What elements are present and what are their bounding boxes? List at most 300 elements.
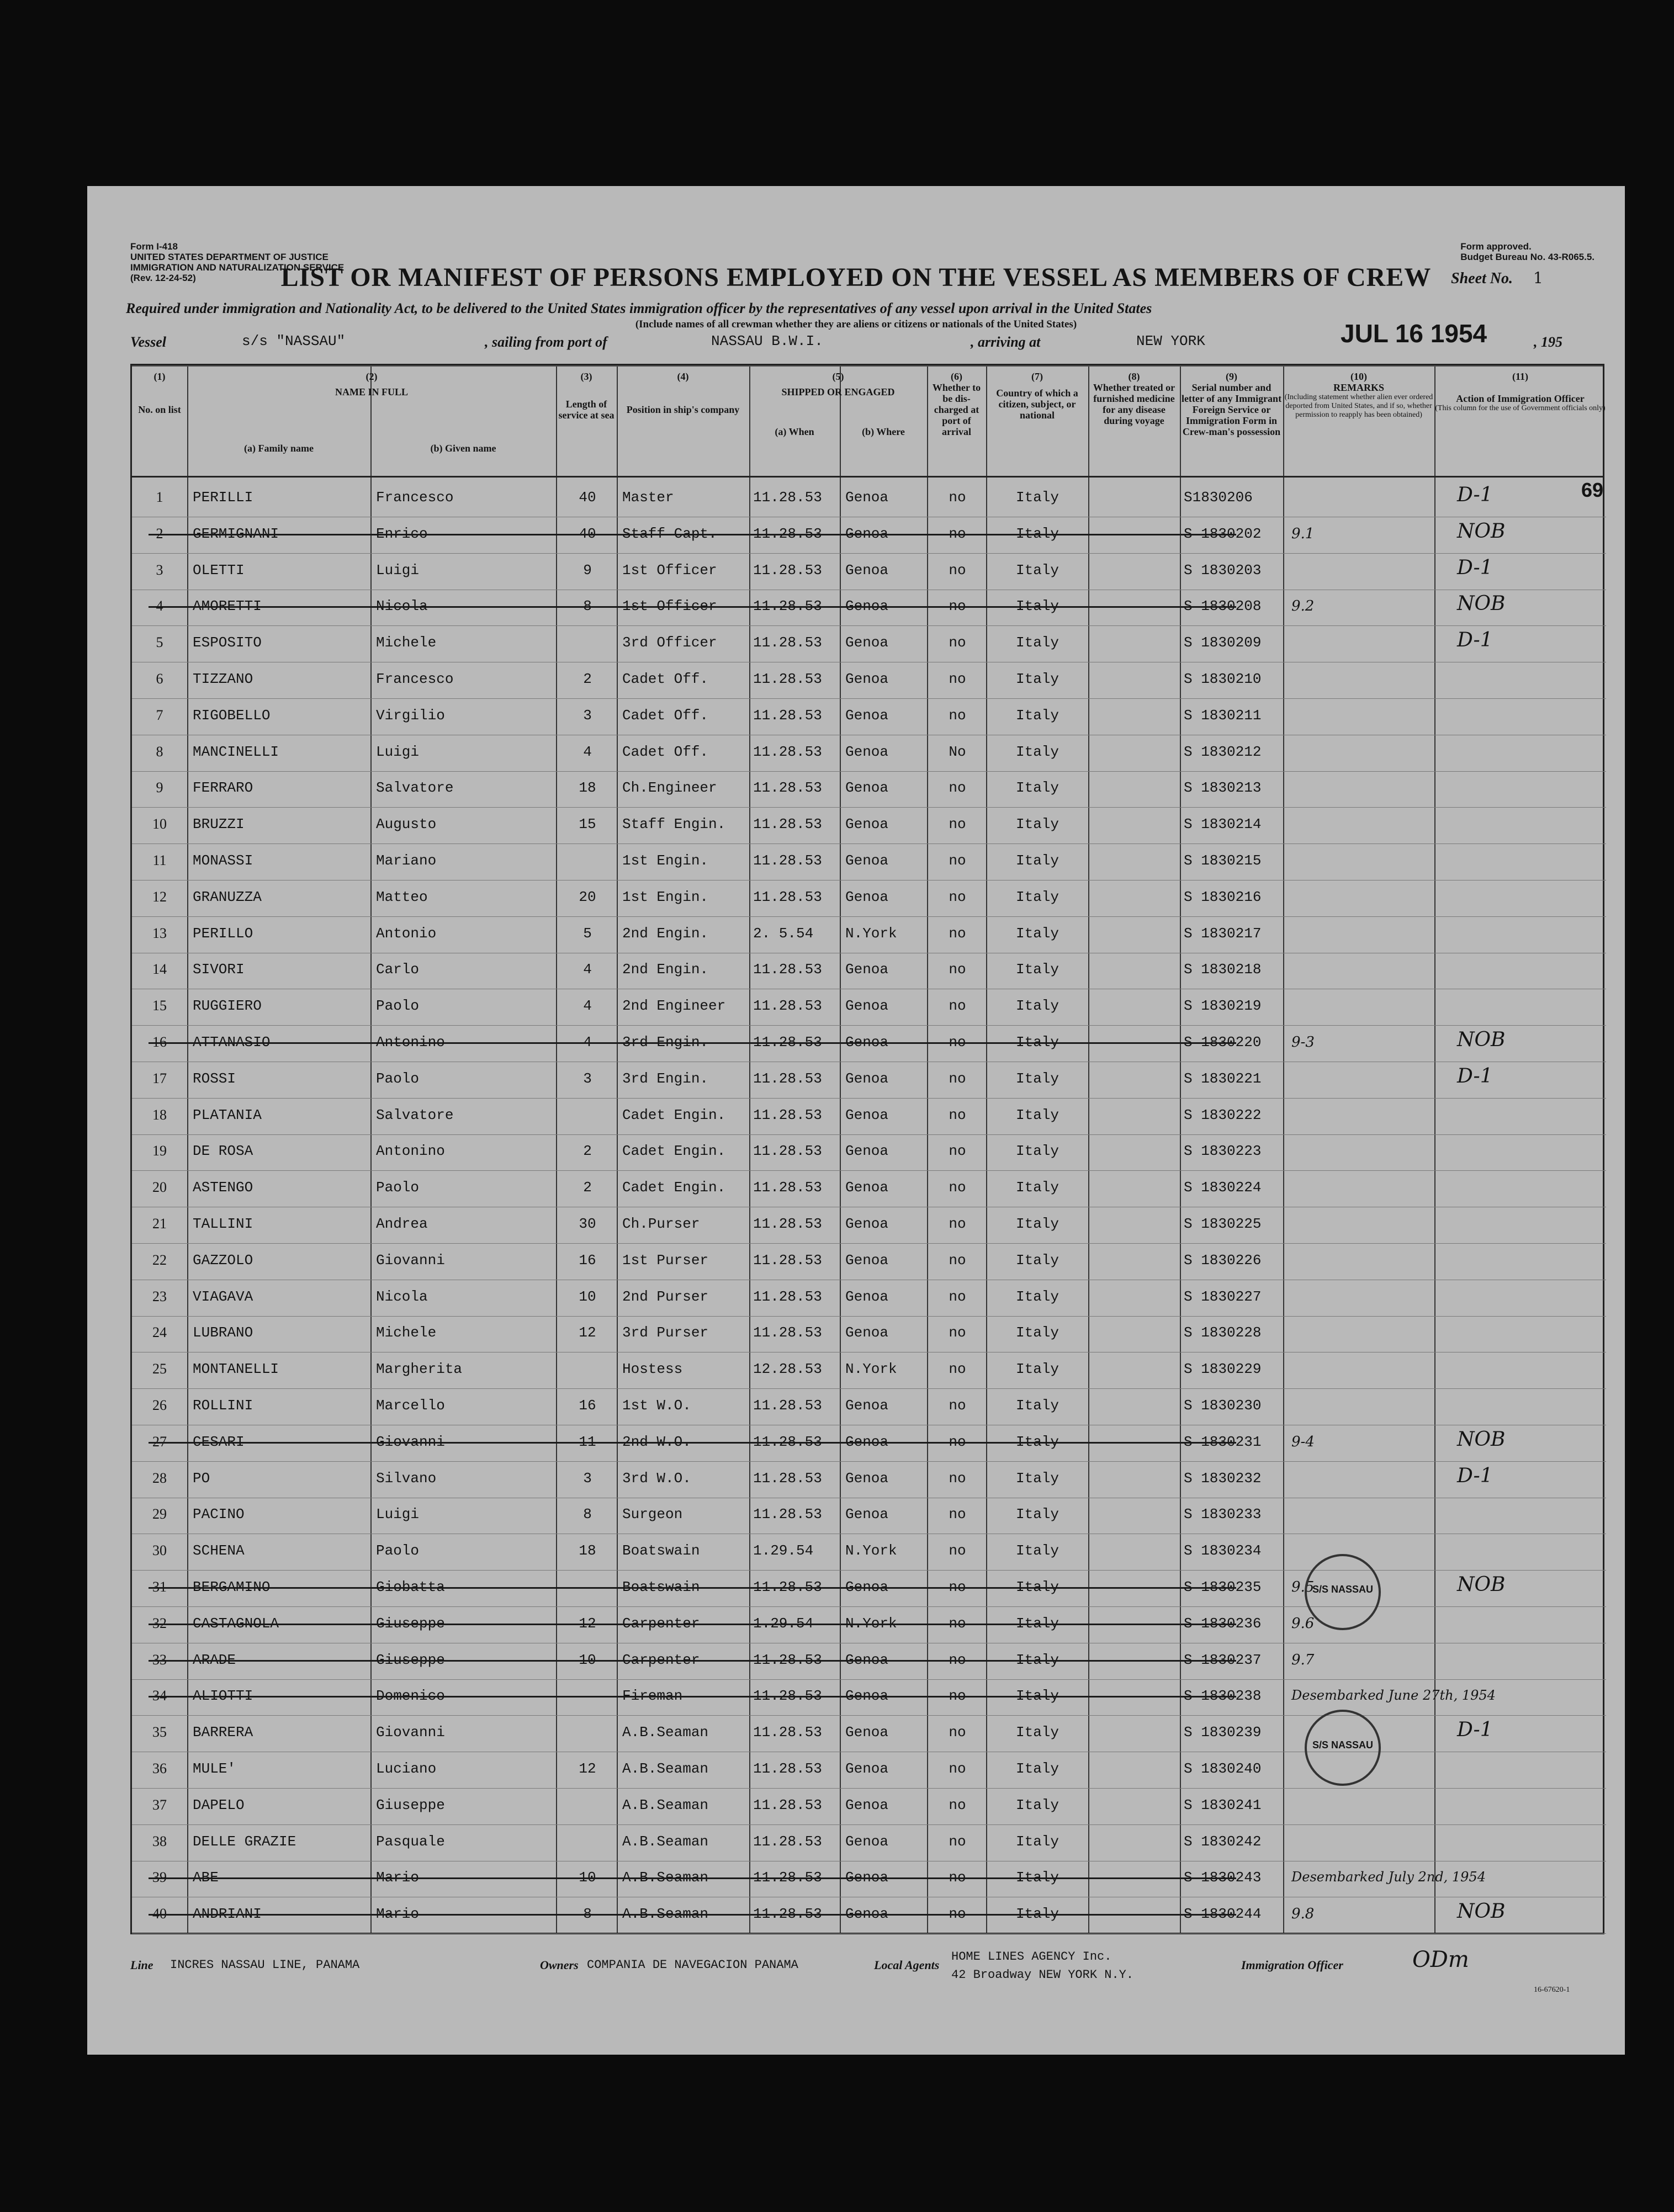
cell-serial: S 1830214	[1184, 816, 1262, 833]
cell-when: 11.28.53	[753, 1288, 822, 1305]
cell-where: Genoa	[845, 598, 889, 615]
cell-serial: S 1830231	[1184, 1433, 1262, 1450]
col11-title: Action of Immigration Officer	[1456, 393, 1585, 404]
cell-country: Italy	[1015, 1034, 1059, 1051]
cell-serial: S 1830224	[1184, 1179, 1262, 1196]
cell-given: Nicola	[376, 1288, 428, 1305]
cell-discharged: no	[949, 1906, 966, 1923]
cell-where: Genoa	[845, 1433, 889, 1450]
cell-where: Genoa	[845, 1470, 889, 1487]
strike-line	[149, 534, 1236, 535]
cell-discharged: no	[949, 779, 966, 797]
cell-discharged: no	[949, 1869, 966, 1886]
strike-line	[149, 1442, 1236, 1444]
col5-header	[749, 371, 927, 397]
col9-header	[1180, 371, 1283, 437]
cell-service: 4	[583, 961, 592, 978]
cell-family: ESPOSITO	[193, 634, 262, 651]
cell-no: 38	[152, 1833, 167, 1849]
cell-no: 40	[152, 1906, 167, 1922]
cell-country: Italy	[1015, 1688, 1059, 1705]
col11-subtitle: (This column for the use of Government officials only)	[1435, 404, 1606, 412]
cell-serial: S 1830234	[1184, 1542, 1262, 1559]
manifest-sheet	[87, 186, 1625, 2055]
cell-where: Genoa	[845, 1869, 889, 1886]
cell-family: MULE'	[193, 1760, 236, 1777]
cell-family: SCHENA	[193, 1542, 245, 1559]
cell-no: 8	[156, 743, 163, 760]
table-row	[132, 1353, 1606, 1386]
cell-where: Genoa	[845, 1106, 889, 1123]
cell-action: NOB	[1457, 1028, 1506, 1051]
cell-discharged: no	[949, 1506, 966, 1523]
cell-no: 25	[152, 1361, 167, 1377]
cell-discharged: no	[949, 634, 966, 651]
cell-position: Hostess	[622, 1361, 683, 1378]
cell-when: 11.28.53	[753, 1688, 822, 1705]
cell-given: Antonino	[376, 1034, 445, 1051]
cell-country: Italy	[1015, 1216, 1059, 1232]
cell-country: Italy	[1015, 1579, 1059, 1595]
cell-serial: S 1830217	[1184, 925, 1262, 942]
cell-discharged: no	[949, 671, 966, 687]
cell-discharged: no	[949, 1615, 966, 1632]
cell-service: 8	[583, 598, 592, 615]
cell-service: 10	[579, 1288, 596, 1305]
cell-no: 17	[152, 1070, 167, 1086]
cell-serial: S 1830241	[1184, 1796, 1262, 1813]
cell-no: 29	[152, 1506, 167, 1523]
cell-when: 11.28.53	[753, 1179, 822, 1196]
cell-no: 36	[152, 1760, 167, 1776]
cell-country: Italy	[1015, 707, 1059, 724]
cell-family: AMORETTI	[193, 598, 262, 615]
cell-given: Paolo	[376, 998, 420, 1015]
cell-family: GRANUZZA	[193, 888, 262, 905]
cell-country: Italy	[1015, 1433, 1059, 1450]
year-label: , 195	[1534, 334, 1562, 350]
cell-country: Italy	[1015, 525, 1059, 542]
cell-family: MONTANELLI	[193, 1361, 279, 1378]
table-row	[132, 990, 1606, 1023]
cell-no: 6	[156, 671, 163, 687]
cell-country: Italy	[1015, 1361, 1059, 1378]
cell-when: 11.28.53	[753, 998, 822, 1015]
table-row	[132, 554, 1606, 587]
cell-given: Salvatore	[376, 779, 454, 797]
cell-serial: S 1830237	[1184, 1651, 1262, 1668]
cell-where: Genoa	[845, 998, 889, 1015]
cell-action: NOB	[1457, 1900, 1506, 1923]
col6-number: (6)	[951, 371, 962, 382]
cell-given: Mario	[376, 1906, 420, 1923]
officer-label: Immigration Officer	[1241, 1958, 1343, 1972]
cell-when: 1.29.54	[753, 1615, 814, 1632]
cell-when: 11.28.53	[753, 1143, 822, 1160]
col1-header	[132, 371, 187, 415]
cell-country: Italy	[1015, 1251, 1059, 1269]
table-row	[132, 1317, 1606, 1350]
form-service: IMMIGRATION AND NATURALIZATION SERVICE	[130, 262, 345, 273]
cell-action: D-1	[1457, 1464, 1493, 1487]
cell-position: Cadet Off.	[622, 743, 709, 760]
table-row	[132, 1571, 1606, 1604]
cell-where: Genoa	[845, 1906, 889, 1923]
cell-serial: S 1830225	[1184, 1216, 1262, 1232]
cell-country: Italy	[1015, 1869, 1059, 1886]
cell-when: 11.28.53	[753, 1833, 822, 1850]
cell-when: 11.28.53	[753, 1470, 822, 1487]
cell-position: Cadet Off.	[622, 707, 709, 724]
cell-country: Italy	[1015, 998, 1059, 1015]
cell-given: Michele	[376, 1324, 437, 1341]
vessel-stamp-1	[1305, 1554, 1381, 1630]
sheet-number-label: Sheet No.	[1451, 270, 1513, 287]
cell-given: Francesco	[376, 489, 454, 506]
cell-country: Italy	[1015, 1143, 1059, 1160]
cell-where: Genoa	[845, 1833, 889, 1850]
cell-when: 11.28.53	[753, 634, 822, 651]
cell-where: Genoa	[845, 1179, 889, 1196]
cell-discharged: no	[949, 1651, 966, 1668]
cell-remarks: 9.1	[1291, 525, 1315, 542]
cell-no: 39	[152, 1869, 167, 1886]
cell-serial: S 1830242	[1184, 1833, 1262, 1850]
cell-discharged: no	[949, 1288, 966, 1305]
col2-title: NAME IN FULL	[335, 386, 408, 397]
cell-no: 33	[152, 1651, 167, 1668]
col11-number: (11)	[1512, 371, 1528, 382]
sailing-label: , sailing from port of	[485, 334, 607, 350]
officer-signature: ODm	[1412, 1947, 1469, 1972]
cell-serial: S 1830230	[1184, 1397, 1262, 1414]
cell-discharged: no	[949, 852, 966, 869]
cell-when: 11.28.53	[753, 1651, 822, 1668]
cell-given: Giovanni	[376, 1251, 445, 1269]
agents-value-1: HOME LINES AGENCY Inc.	[951, 1950, 1112, 1964]
cell-family: DELLE GRAZIE	[193, 1833, 296, 1850]
col4-header	[617, 371, 749, 415]
cell-serial: S 1830244	[1184, 1906, 1262, 1923]
cell-no: 2	[156, 525, 163, 542]
cell-when: 11.28.53	[753, 1070, 822, 1087]
cell-family: BRUZZI	[193, 816, 245, 833]
cell-given: Luciano	[376, 1760, 437, 1777]
cell-discharged: no	[949, 1688, 966, 1705]
cell-country: Italy	[1015, 1179, 1059, 1196]
cell-where: Genoa	[845, 1796, 889, 1813]
cell-where: Genoa	[845, 1724, 889, 1741]
cell-remarks: 9-4	[1291, 1433, 1315, 1450]
cell-no: 14	[152, 961, 167, 978]
cell-discharged: no	[949, 1542, 966, 1559]
cell-when: 11.28.53	[753, 779, 822, 797]
cell-given: Giobatta	[376, 1579, 445, 1595]
cell-position: A.B.Seaman	[622, 1796, 709, 1813]
cell-family: TALLINI	[193, 1216, 253, 1232]
sheet-number	[1451, 269, 1543, 288]
cell-position: Cadet Off.	[622, 671, 709, 687]
cell-no: 10	[152, 816, 167, 832]
cell-remarks: Desembarked June 27th, 1954	[1291, 1688, 1496, 1704]
cell-family: MANCINELLI	[193, 743, 279, 760]
cell-country: Italy	[1015, 634, 1059, 651]
cell-when: 1.29.54	[753, 1542, 814, 1559]
cell-country: Italy	[1015, 816, 1059, 833]
cell-no: 31	[152, 1579, 167, 1595]
cell-where: Genoa	[845, 634, 889, 651]
cell-discharged: no	[949, 1470, 966, 1487]
cell-no: 26	[152, 1397, 167, 1413]
cell-service: 4	[583, 743, 592, 760]
cell-position: Ch.Purser	[622, 1216, 700, 1232]
cell-position: 2nd Engin.	[622, 961, 709, 978]
cell-when: 11.28.53	[753, 1397, 822, 1414]
cell-when: 11.28.53	[753, 1906, 822, 1923]
cell-country: Italy	[1015, 1833, 1059, 1850]
cell-discharged: no	[949, 1579, 966, 1595]
cell-family: ASTENGO	[193, 1179, 253, 1196]
table-row	[132, 808, 1606, 841]
cell-where: Genoa	[845, 1216, 889, 1232]
cell-serial: S 1830212	[1184, 743, 1262, 760]
cell-no: 16	[152, 1034, 167, 1050]
cell-service: 8	[583, 1906, 592, 1923]
cell-serial: S 1830219	[1184, 998, 1262, 1015]
cell-family: BERGAMINO	[193, 1579, 271, 1595]
cell-where: Genoa	[845, 1251, 889, 1269]
cell-given: Paolo	[376, 1542, 420, 1559]
row-divider	[132, 1933, 1606, 1934]
cell-family: PLATANIA	[193, 1106, 262, 1123]
cell-serial: S 1830240	[1184, 1760, 1262, 1777]
table-row	[132, 845, 1606, 878]
cell-discharged: no	[949, 888, 966, 905]
col11-header	[1434, 371, 1606, 413]
col3-header	[556, 371, 617, 421]
table-row	[132, 481, 1606, 514]
cell-family: MONASSI	[193, 852, 253, 869]
cell-discharged: no	[949, 1179, 966, 1196]
cell-family: DAPELO	[193, 1796, 245, 1813]
cell-family: LUBRANO	[193, 1324, 253, 1341]
cell-position: Fireman	[622, 1688, 683, 1705]
cell-remarks: Desembarked July 2nd, 1954	[1291, 1869, 1486, 1885]
cell-serial: S 1830208	[1184, 598, 1262, 615]
cell-position: Master	[622, 489, 674, 506]
table-row	[132, 1462, 1606, 1495]
cell-position: Cadet Engin.	[622, 1143, 726, 1160]
cell-service: 16	[579, 1397, 596, 1414]
strike-line	[149, 606, 1236, 608]
cell-given: Giovanni	[376, 1433, 445, 1450]
sailing-port: NASSAU B.W.I.	[711, 333, 823, 349]
table-row	[132, 1171, 1606, 1205]
table-row	[132, 1826, 1606, 1859]
vessel-name: s/s "NASSAU"	[242, 333, 346, 349]
cell-service: 2	[583, 1143, 592, 1160]
cell-no: 13	[152, 925, 167, 941]
form-code: 16-67620-1	[1534, 1986, 1570, 1994]
cell-serial: S 1830228	[1184, 1324, 1262, 1341]
cell-where: Genoa	[845, 852, 889, 869]
cell-no: 7	[156, 707, 163, 723]
cell-action: NOB	[1457, 1573, 1506, 1596]
col10-subtitle: (Including statement whether alien ever ordered deported from United States, and if so, whether permission to reapply has been obtained)	[1284, 393, 1433, 419]
cell-remarks: 9.5	[1291, 1579, 1315, 1595]
cell-family: PACINO	[193, 1506, 245, 1523]
cell-discharged: no	[949, 1324, 966, 1341]
cell-discharged: no	[949, 1143, 966, 1160]
cell-no: 37	[152, 1796, 167, 1813]
owners-label: Owners	[540, 1958, 579, 1972]
table-row	[132, 1026, 1606, 1059]
cell-where: Genoa	[845, 743, 889, 760]
cell-position: A.B.Seaman	[622, 1724, 709, 1741]
strike-line	[149, 1696, 1236, 1698]
cell-serial: S 1830218	[1184, 961, 1262, 978]
cell-given: Giuseppe	[376, 1615, 445, 1632]
cell-family: CASTAGNOLA	[193, 1615, 279, 1632]
cell-when: 11.28.53	[753, 1034, 822, 1051]
cell-serial: S 1830211	[1184, 707, 1262, 724]
cell-given: Mariano	[376, 852, 437, 869]
cell-given: Paolo	[376, 1179, 420, 1196]
cell-discharged: no	[949, 1216, 966, 1232]
cell-discharged: no	[949, 1106, 966, 1123]
cell-where: Genoa	[845, 1688, 889, 1705]
cell-given: Antonio	[376, 925, 437, 942]
strike-line	[149, 1587, 1236, 1589]
cell-discharged: no	[949, 525, 966, 542]
cell-country: Italy	[1015, 1906, 1059, 1923]
cell-no: 11	[152, 852, 167, 868]
cell-serial: S 1830233	[1184, 1506, 1262, 1523]
col8-number: (8)	[1128, 371, 1140, 382]
cell-given: Luigi	[376, 1506, 420, 1523]
table-row	[132, 590, 1606, 623]
table-row	[132, 1063, 1606, 1096]
table-row	[132, 1608, 1606, 1641]
cell-service: 10	[579, 1651, 596, 1668]
cell-service: 8	[583, 1506, 592, 1523]
cell-when: 11.28.53	[753, 1760, 822, 1777]
agents-label: Local Agents	[874, 1958, 940, 1972]
cell-discharged: no	[949, 707, 966, 724]
cell-family: ANDRIANI	[193, 1906, 262, 1923]
cell-position: Cadet Engin.	[622, 1106, 726, 1123]
cell-family: ROLLINI	[193, 1397, 253, 1414]
cell-remarks: 9.6	[1291, 1615, 1315, 1632]
table-row	[132, 1498, 1606, 1531]
cell-discharged: no	[949, 598, 966, 615]
cell-remarks: 9-3	[1291, 1034, 1315, 1051]
cell-family: ROSSI	[193, 1070, 236, 1087]
cell-country: Italy	[1015, 1506, 1059, 1523]
col2b-title: (b) Given name	[430, 443, 496, 454]
cell-remarks: 9.8	[1291, 1906, 1315, 1923]
col7-title: Country of which a citizen, subject, or national	[996, 388, 1078, 421]
cell-where: N.York	[845, 925, 897, 942]
cell-no: 32	[152, 1615, 167, 1631]
cell-where: Genoa	[845, 888, 889, 905]
cell-discharged: no	[949, 1251, 966, 1269]
cell-when: 11.28.53	[753, 852, 822, 869]
cell-no: 21	[152, 1216, 167, 1232]
sheet-number-value: 1	[1533, 269, 1543, 287]
table-row	[132, 699, 1606, 733]
cell-where: N.York	[845, 1615, 897, 1632]
vessel-stamp-2-text: S/S NASSAU	[1312, 1739, 1374, 1750]
cell-given: Francesco	[376, 671, 454, 687]
cell-when: 11.28.53	[753, 1106, 822, 1123]
cell-given: Nicola	[376, 598, 428, 615]
col9-number: (9)	[1226, 371, 1237, 382]
cell-serial: S 1830243	[1184, 1869, 1262, 1886]
cell-no: 3	[156, 561, 163, 578]
cell-position: 1st Engin.	[622, 888, 709, 905]
cell-given: Michele	[376, 634, 437, 651]
cell-serial: S 1830213	[1184, 779, 1262, 797]
cell-family: VIAGAVA	[193, 1288, 253, 1305]
cell-serial: S 1830220	[1184, 1034, 1262, 1051]
cell-discharged: no	[949, 561, 966, 579]
cell-action: NOB	[1457, 519, 1506, 543]
cell-country: Italy	[1015, 888, 1059, 905]
cell-family: TIZZANO	[193, 671, 253, 687]
cell-country: Italy	[1015, 1288, 1059, 1305]
cell-service: 9	[583, 561, 592, 579]
col6-title: Whether to be dis-charged at port of arrival	[932, 382, 981, 437]
table-row	[132, 1389, 1606, 1423]
cell-no: 35	[152, 1724, 167, 1741]
cell-discharged: no	[949, 1070, 966, 1087]
cell-service: 15	[579, 816, 596, 833]
cell-given: Luigi	[376, 743, 420, 760]
cell-position: 3rd W.O.	[622, 1470, 691, 1487]
cell-discharged: no	[949, 1760, 966, 1777]
table-row	[132, 1680, 1606, 1713]
cell-family: PO	[193, 1470, 210, 1487]
cell-service: 10	[579, 1869, 596, 1886]
cell-where: Genoa	[845, 489, 889, 506]
cell-discharged: no	[949, 1034, 966, 1051]
cell-position: A.B.Seaman	[622, 1760, 709, 1777]
form-agency: UNITED STATES DEPARTMENT OF JUSTICE	[130, 252, 329, 262]
col2a-title: (a) Family name	[244, 443, 314, 454]
col4-title: Position in ship's company	[626, 404, 740, 415]
cell-given: Giovanni	[376, 1724, 445, 1741]
cell-given: Carlo	[376, 961, 420, 978]
cell-country: Italy	[1015, 598, 1059, 615]
cell-position: 3rd Engin.	[622, 1070, 709, 1087]
cell-discharged: No	[949, 743, 966, 760]
form-budget: Budget Bureau No. 43-R065.5.	[1460, 252, 1594, 262]
cell-given: Luigi	[376, 561, 420, 579]
cell-serial: S 1830227	[1184, 1288, 1262, 1305]
document-subtitle-note: (Include names of all crewman whether they are aliens or citizens or nationals of the United States)	[635, 319, 1077, 330]
cell-given: Virgilio	[376, 707, 445, 724]
cell-given: Domenico	[376, 1688, 445, 1705]
cell-when: 11.28.53	[753, 525, 822, 542]
cell-country: Italy	[1015, 743, 1059, 760]
cell-position: Surgeon	[622, 1506, 683, 1523]
cell-no: 19	[152, 1143, 167, 1159]
table-row	[132, 627, 1606, 660]
cell-family: OLETTI	[193, 561, 245, 579]
cell-when: 11.28.53	[753, 743, 822, 760]
cell-country: Italy	[1015, 1796, 1059, 1813]
